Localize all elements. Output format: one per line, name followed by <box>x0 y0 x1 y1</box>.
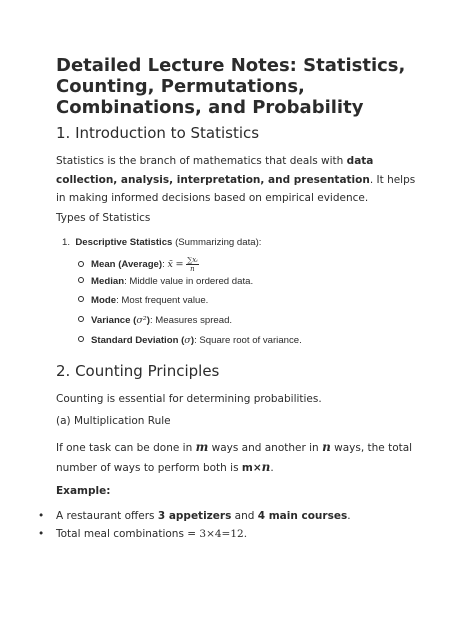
multiplication-rule-label: (a) Multiplication Rule <box>56 415 171 427</box>
list-item-variance: Variance (σ²): Measures spread. <box>78 314 232 328</box>
list-item-mode: Mode: Most frequent value. <box>78 294 208 308</box>
section-heading-statistics: 1. Introduction to Statistics <box>56 124 260 142</box>
list-item-restaurant: A restaurant offers 3 appetizers and 4 main courses. <box>56 510 351 522</box>
statistics-definition: Statistics is the branch of mathematics that deals with data collection, analysis, interpretation, and presentation. It helps in making informed decisions based on empirical evidence. <box>56 155 416 204</box>
bullet-icon: • <box>38 510 45 522</box>
page-title: Detailed Lecture Notes: Statistics, Counting, Permutations, Combinations, and Probability <box>56 55 406 118</box>
section-heading-counting: 2. Counting Principles <box>56 362 220 380</box>
circle-bullet-icon <box>78 261 84 267</box>
multiplication-rule-text: If one task can be done in m ways and another in n ways, the total number of ways to perform both is m×n. <box>56 440 413 474</box>
types-of-statistics-label: Types of Statistics <box>56 212 151 224</box>
list-item-median: Median: Middle value in ordered data. <box>78 275 253 289</box>
counting-intro: Counting is essential for determining probabilities. <box>56 393 322 405</box>
circle-bullet-icon <box>78 316 84 322</box>
circle-bullet-icon <box>78 336 84 342</box>
circle-bullet-icon <box>78 296 84 302</box>
mean-fraction: $\frac{\text{∑xᵢ}}{n}$ <box>187 256 198 273</box>
example-label: Example: <box>56 485 111 497</box>
list-item-standard-deviation: Standard Deviation (σ): Square root of variance. <box>78 334 302 348</box>
bullet-icon: • <box>38 528 45 540</box>
circle-bullet-icon <box>78 277 84 283</box>
list-item-total-combinations: Total meal combinations = 3×4=12. <box>56 528 248 540</box>
list-item-mean: Mean (Average): x̄ = $\frac{\text{∑xᵢ}}{n}$ <box>78 256 199 273</box>
list-item-descriptive: 1. Descriptive Statistics (Summarizing data): <box>62 237 262 248</box>
